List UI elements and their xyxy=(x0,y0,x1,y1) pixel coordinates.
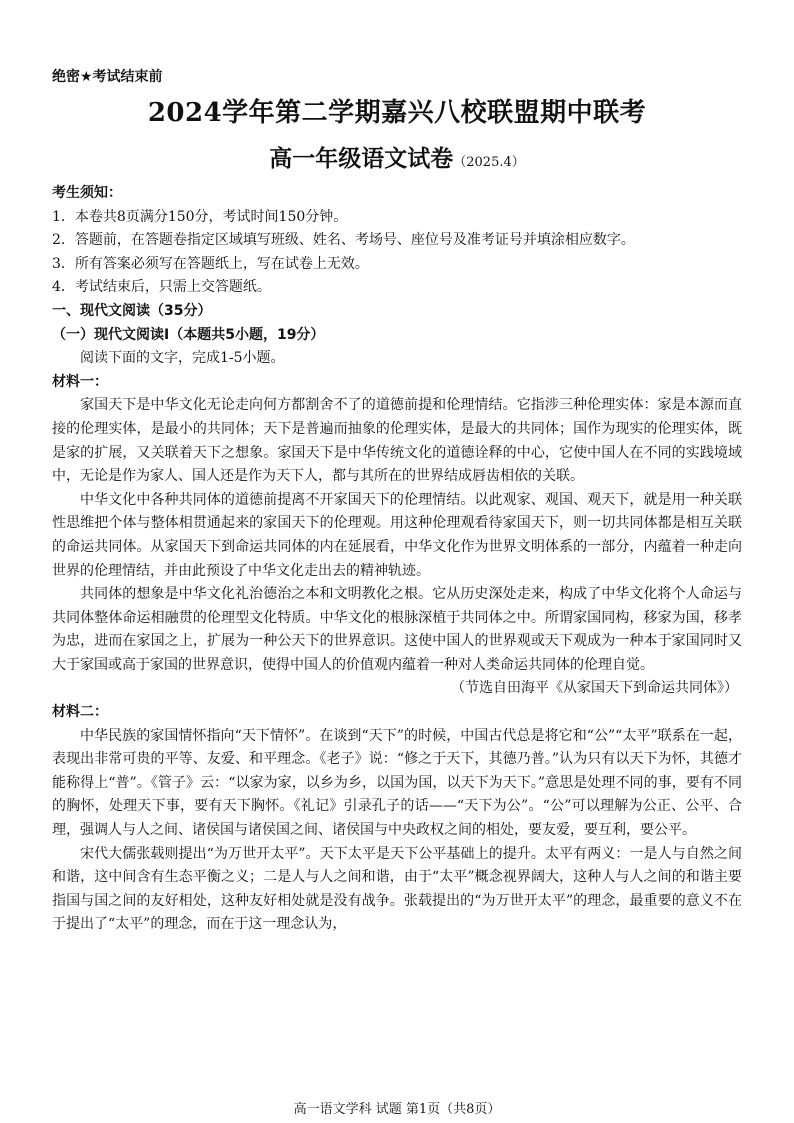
notice-item: 3．所有答案必须写在答题纸上，写在试卷上无效。 xyxy=(52,255,369,272)
material-1-source: （节选自田海平《从家国天下到命运共同体》） xyxy=(451,680,738,697)
page-footer: 高一语文学科 试题 第1页（共8页） xyxy=(293,1102,501,1117)
exam-title: 2024学年第二学期嘉兴八校联盟期中联考 xyxy=(147,98,647,128)
material-1-paragraph: 中华文化中各种共同体的道德前提离不开家国天下的伦理情结。以此观家、观国、观天下，就是用一种关联性思维把个体与整体相贯通起来的家国天下的伦理观。用这种伦理观看待家国天下，则一切共同体都是相互关联的命运共同体。从家国天下到命运共同体的内在延展看，中华文化作为世界文明体系的一部分，内蕴着一种走向世界的伦理情结，并由此预设了中华文化走出去的精神轨迹。 xyxy=(52,491,742,579)
notice-item: 4．考试结束后，只需上交答题纸。 xyxy=(52,279,271,296)
exam-date: （2025.4） xyxy=(453,155,525,170)
exam-subtitle xyxy=(0,140,794,173)
subtitle-text: 高一年级语文试卷 xyxy=(269,145,454,172)
instruction: 阅读下面的文字，完成1-5小题。 xyxy=(80,350,285,367)
material-2-paragraph: 中华民族的家国情怀指向“天下情怀”。在谈到“天下”的时候，中国古代总是将它和“公”“太平”联系在一起，表现出非常可贵的平等、友爱、和平理念。《老子》说：“修之于天下，其德乃普。”认为只有以天下为怀，其德才能称得上“普”。《管子》云：“以家为家，以乡为乡，以国为国，以天下为天下。”意思是处理不同的事，要有不同的胸怀，处理天下事，要有天下胸怀。《礼记》引录孔子的话——“天下为公”。“公”可以理解为公正、公平、合理，强调人与人之间、诸侯国与诸侯国之间、诸侯国与中央政权之间的相处，要友爱，要互利，要公平。 xyxy=(52,727,742,839)
material-1-heading: 材料一： xyxy=(52,373,108,390)
notice-item: 2．答题前，在答题卷指定区域填写班级、姓名、考场号、座位号及准考证号并填涂相应数字。 xyxy=(52,232,635,249)
notice-heading: 考生须知： xyxy=(52,185,122,201)
section-heading: 一、现代文阅读（35分） xyxy=(52,302,212,319)
material-1-paragraph: 共同体的想象是中华文化礼治德治之本和文明教化之根。它从历史深处走来，构成了中华文化将个人命运与共同体整体命运相融贯的伦理型文化特质。中华文化的根脉深植于共同体之中。所谓家国同构，移家为国，移孝为忠，进而在家国之上，扩展为一种公天下的世界意识。这使中国人的世界观或天下观成为一种本于家国同时又大于家国或高于家国的世界意识，使得中国人的价值观内蕴着一种对人类命运共同体的伦理自觉。 xyxy=(52,586,742,673)
material-2-heading: 材料二： xyxy=(52,704,108,721)
material-2-paragraph: 宋代大儒张载则提出“为万世开太平”。天下太平是天下公平基础上的提升。太平有两义：一是人与自然之间和谐，这中间含有生态平衡之义；二是人与人之间和谐，由于“太平”概念视界阔大，这种人与人之间的和谐主要指国与国之间的友好相处，这种友好相处就是没有战争。张载提出的“为万世开太平”的理念，最重要的意义不在于提出了“太平”的理念，而在于这一理念认为， xyxy=(52,845,742,933)
material-1-paragraph: 家国天下是中华文化无论走向何方都割舍不了的道德前提和伦理情结。它指涉三种伦理实体：家是本源而直接的伦理实体，是最小的共同体；天下是普遍而抽象的伦理实体，是最大的共同体；国作为现实的伦理实体，既是家的扩展，又关联着天下之想象。家国天下是中华传统文化的道德诠释的中心，它使中国人在不同的实践境域中，无论是作为家人、国人还是作为天下人，都与其所在的世界结成唇齿相依的关联。 xyxy=(52,397,742,485)
exam-body xyxy=(52,182,742,937)
confidential-mark: 绝密★考试结束前 xyxy=(52,69,163,85)
notice-item: 1．本卷共8页满分150分，考试时间150分钟。 xyxy=(52,208,348,225)
subsection-heading: （一）现代文阅读Ⅰ（本题共5小题，19分） xyxy=(52,326,325,343)
